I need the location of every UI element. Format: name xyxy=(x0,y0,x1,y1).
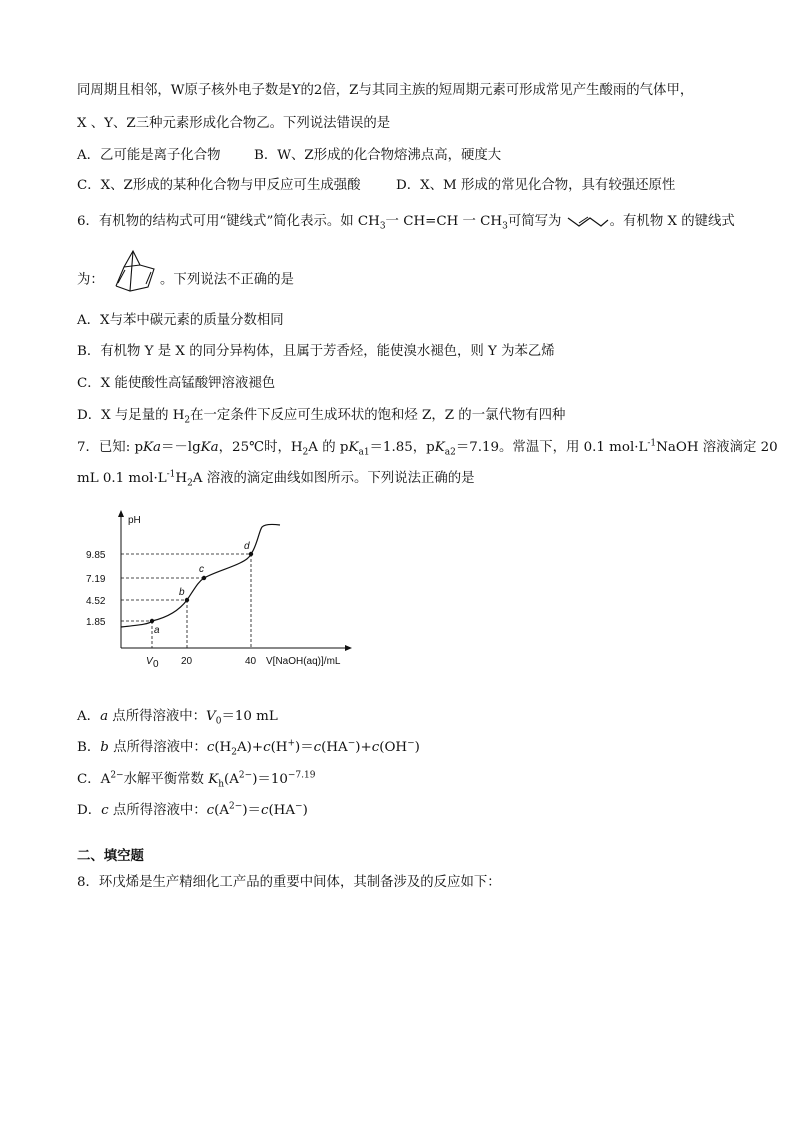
q7-option-b: B．b 点所得溶液中：$c(H_2A)+c(H^+)=c(HA^-)+c(OH^-)$ xyxy=(77,738,420,758)
point-label-a: a xyxy=(154,625,160,636)
q7-option-c: C．$A^{2-}$水解平衡常数 $K_h(A^{2-})=10^{-7.19}$ xyxy=(77,770,316,790)
y-tick-label: 4.52 xyxy=(86,596,106,607)
q6-option-a: A．X与苯中碳元素的质量分数相同 xyxy=(77,313,284,328)
y-tick-label: 7.19 xyxy=(86,574,106,585)
q7-stem-2: mL 0.1 $mol\cdot L^{-1}H_2A$ 溶液的滴定曲线如图所示。下列说法正确的是 xyxy=(77,469,475,489)
y-axis-arrow xyxy=(118,510,124,517)
point-label-b: b xyxy=(179,587,185,598)
x-axis-label: V[NaOH(aq)]/mL xyxy=(266,656,341,667)
q6-option-b: B．有机物 Y 是 X 的同分异构体，且属于芳香烃，能使溴水褪色，则 Y 为苯乙烯 xyxy=(77,344,555,359)
point-b xyxy=(185,598,189,602)
y-axis-label: pH xyxy=(128,515,141,526)
point-c xyxy=(202,576,206,580)
q6-stem-2: 为： 。下列说法不正确的是 xyxy=(77,263,294,297)
point-d xyxy=(249,552,253,556)
point-a xyxy=(150,619,154,623)
q5-option-b: B．W、Z形成的化合物熔沸点高，硬度大 xyxy=(254,148,502,163)
x-axis-arrow xyxy=(345,645,352,651)
q7-option-a: A．a 点所得溶液中：$V_0=10$ mL xyxy=(77,709,278,727)
point-label-c: c xyxy=(199,564,204,575)
q5-text-line-1: 同周期且相邻，W原子核外电子数是Y的2倍，Z与其同主族的短周期元素可形成常见产生酸雨的气体甲， xyxy=(77,83,694,98)
titration-curve xyxy=(121,524,280,627)
q5-option-a: A．乙可能是离子化合物 xyxy=(77,148,221,163)
point-label-d: d xyxy=(244,541,250,552)
q7-option-d: D．c 点所得溶液中：$c(A^{2-})=c(HA^-)$ xyxy=(77,801,308,818)
section-title-fill-in: 二、填空题 xyxy=(77,849,144,864)
x-tick-label-sub: 0 xyxy=(153,659,159,670)
q8-stem: 8．环戊烯是生产精细化工产品的重要中间体，其制备涉及的反应如下： xyxy=(77,875,501,890)
x-tick-label: 40 xyxy=(245,656,257,667)
q6-option-c: C．X 能使酸性高锰酸钾溶液褪色 xyxy=(77,376,276,391)
q5-option-c: C．X、Z形成的某种化合物与甲反应可生成强酸 xyxy=(77,178,361,193)
q7-stem-1: 7．已知: pKa＝－lgKa，25℃时，$H_2A$ 的 $pK_{a1}=1.85$，$pK_{a2}=7.19$。常温下，用 0.1 $mol\cdot L^{-1}NaOH$ 溶液滴定 20 xyxy=(77,438,778,458)
q6-option-d: D．X 与足量的 $H_2$在一定条件下反应可生成环状的饱和烃 Z，Z 的一氯代物有四种 xyxy=(77,408,566,426)
x-tick-label: V xyxy=(146,656,153,667)
q5-option-d: D．X、M 形成的常见化合物，具有较强还原性 xyxy=(396,178,676,193)
y-tick-label: 9.85 xyxy=(86,550,106,561)
x-tick-label: 20 xyxy=(181,656,193,667)
y-tick-label: 1.85 xyxy=(86,617,106,628)
q5-text-line-2: X 、Y、Z三种元素形成化合物乙。下列说法错误的是 xyxy=(77,116,391,131)
q6-stem: 6．有机物的结构式可用“键线式”简化表示。如 $CH_3$一 CH=CH 一 $CH_3$可简写为 。有机物 X 的键线式 xyxy=(77,214,735,232)
